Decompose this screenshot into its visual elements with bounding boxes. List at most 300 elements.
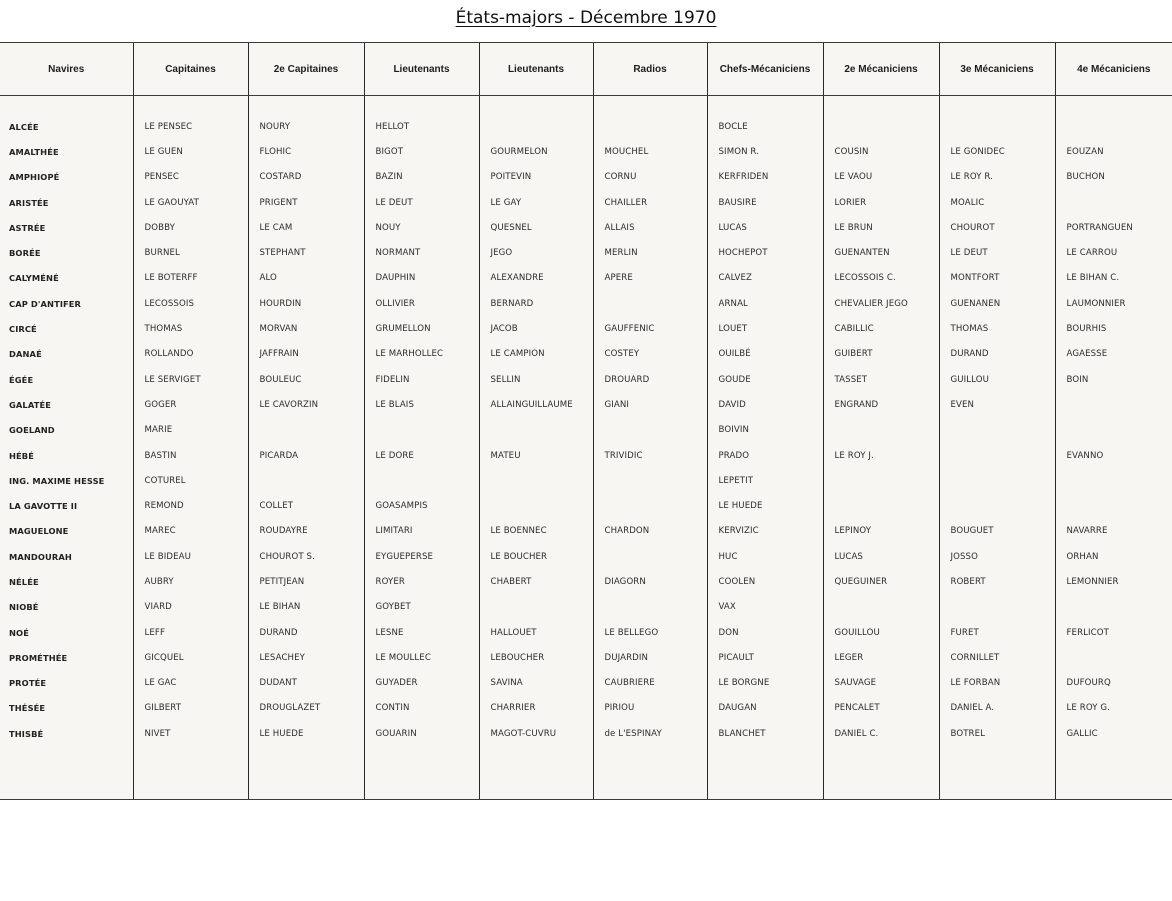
crew-name-cell: LE BELLEGO bbox=[593, 620, 707, 645]
crew-name-cell: LE ROY R. bbox=[939, 165, 1055, 190]
crew-name-cell: LE ROY J. bbox=[823, 443, 939, 468]
ship-name-cell: GALATÉE bbox=[9, 399, 51, 410]
crew-name-cell bbox=[479, 493, 593, 518]
crew-name-cell: GUENANEN bbox=[939, 291, 1055, 316]
crew-name-cell: BURNEL bbox=[133, 240, 248, 265]
crew-name-cell bbox=[593, 544, 707, 569]
crew-name-cell: LESNE bbox=[364, 620, 479, 645]
crew-name-cell: PIRIOU bbox=[593, 696, 707, 721]
crew-name-cell: CHARRIER bbox=[479, 696, 593, 721]
crew-name-cell: CHOUROT bbox=[939, 215, 1055, 240]
crew-name-cell: LE GONIDEC bbox=[939, 139, 1055, 164]
crew-name-cell bbox=[1055, 190, 1172, 215]
ship-name-cell: THÉSÉE bbox=[9, 703, 46, 714]
crew-name-cell: DOBBY bbox=[133, 215, 248, 240]
ship-name-cell: AMALTHÉE bbox=[9, 146, 59, 157]
empty-cell bbox=[1055, 96, 1172, 115]
crew-name-cell: LIMITARI bbox=[364, 519, 479, 544]
crew-name-cell: LEBOUCHER bbox=[479, 645, 593, 670]
empty-cell bbox=[1055, 746, 1172, 799]
crew-name-cell: LE BIDEAU bbox=[133, 544, 248, 569]
crew-name-cell: LECOSSOIS bbox=[133, 291, 248, 316]
crew-name-cell: ROBERT bbox=[939, 569, 1055, 594]
crew-name-cell: LE GAOUYAT bbox=[133, 190, 248, 215]
column-header: 2e Mécaniciens bbox=[823, 43, 939, 96]
crew-name-cell: BOULEUC bbox=[248, 367, 364, 392]
spacer-row bbox=[0, 96, 1172, 115]
crew-name-cell: QUESNEL bbox=[479, 215, 593, 240]
crew-name-cell: LE MOULLEC bbox=[364, 645, 479, 670]
crew-name-cell: LECOSSOIS C. bbox=[823, 266, 939, 291]
crew-name-cell: MAREC bbox=[133, 519, 248, 544]
column-header: Capitaines bbox=[133, 43, 248, 96]
crew-name-cell: ALLAIS bbox=[593, 215, 707, 240]
crew-name-cell: DAUPHIN bbox=[364, 266, 479, 291]
crew-name-cell: LE DEUT bbox=[364, 190, 479, 215]
table-row bbox=[0, 519, 1172, 544]
table-row bbox=[0, 671, 1172, 696]
table-row bbox=[0, 569, 1172, 594]
crew-name-cell: ROLLANDO bbox=[133, 342, 248, 367]
empty-cell bbox=[364, 96, 479, 115]
crew-name-cell: PICAULT bbox=[707, 645, 823, 670]
crew-name-cell: LE PENSEC bbox=[133, 114, 248, 139]
crew-name-cell bbox=[823, 595, 939, 620]
crew-name-cell: CABILLIC bbox=[823, 316, 939, 341]
crew-name-cell: SAUVAGE bbox=[823, 671, 939, 696]
crew-name-cell: EVEN bbox=[939, 392, 1055, 417]
crew-name-cell: DON bbox=[707, 620, 823, 645]
crew-name-cell: LEFF bbox=[133, 620, 248, 645]
crew-name-cell: GOURMELON bbox=[479, 139, 593, 164]
ship-name-cell: ÉGÉE bbox=[9, 374, 34, 385]
crew-name-cell: FLOHIC bbox=[248, 139, 364, 164]
crew-name-cell: LE BIHAN C. bbox=[1055, 266, 1172, 291]
crew-name-cell: BUCHON bbox=[1055, 165, 1172, 190]
crew-name-cell: MERLIN bbox=[593, 240, 707, 265]
crew-name-cell: de L'ESPINAY bbox=[593, 721, 707, 746]
crew-name-cell: SIMON R. bbox=[707, 139, 823, 164]
crew-name-cell: COTUREL bbox=[133, 468, 248, 493]
crew-name-cell: COSTARD bbox=[248, 165, 364, 190]
crew-name-cell: GIANI bbox=[593, 392, 707, 417]
crew-name-cell: BLANCHET bbox=[707, 721, 823, 746]
crew-name-cell: COUSIN bbox=[823, 139, 939, 164]
crew-name-cell: REMOND bbox=[133, 493, 248, 518]
crew-name-cell: BAZIN bbox=[364, 165, 479, 190]
crew-name-cell: CONTIN bbox=[364, 696, 479, 721]
column-header: Chefs-Mécaniciens bbox=[707, 43, 823, 96]
crew-name-cell: FURET bbox=[939, 620, 1055, 645]
crew-name-cell: JACOB bbox=[479, 316, 593, 341]
crew-name-cell bbox=[1055, 645, 1172, 670]
crew-name-cell: LEMONNIER bbox=[1055, 569, 1172, 594]
ship-name-cell: LA GAVOTTE II bbox=[9, 501, 78, 512]
crew-name-cell: THOMAS bbox=[939, 316, 1055, 341]
ship-name-cell: HÉBÉ bbox=[9, 450, 35, 461]
crew-name-cell: HOCHEPOT bbox=[707, 240, 823, 265]
crew-name-cell: DANIEL C. bbox=[823, 721, 939, 746]
crew-name-cell: STEPHANT bbox=[248, 240, 364, 265]
crew-name-cell: MOUCHEL bbox=[593, 139, 707, 164]
ship-name-cell: ARISTÉE bbox=[9, 197, 49, 208]
crew-name-cell: GILBERT bbox=[133, 696, 248, 721]
ship-name-cell: ALCÉE bbox=[9, 121, 39, 132]
crew-name-cell: JAFFRAIN bbox=[248, 342, 364, 367]
table-row bbox=[0, 342, 1172, 367]
empty-cell bbox=[133, 96, 248, 115]
empty-cell bbox=[823, 96, 939, 115]
table-row bbox=[0, 165, 1172, 190]
crew-name-cell: CORNU bbox=[593, 165, 707, 190]
crew-name-cell: ORHAN bbox=[1055, 544, 1172, 569]
crew-name-cell: FIDELIN bbox=[364, 367, 479, 392]
crew-table-scan bbox=[0, 42, 1172, 800]
crew-name-cell: LE BOENNEC bbox=[479, 519, 593, 544]
crew-name-cell: LE GAC bbox=[133, 671, 248, 696]
crew-name-cell: GOUARIN bbox=[364, 721, 479, 746]
crew-name-cell: ENGRAND bbox=[823, 392, 939, 417]
crew-name-cell: BOIVIN bbox=[707, 418, 823, 443]
crew-name-cell: LE BIHAN bbox=[248, 595, 364, 620]
column-header: 2e Capitaines bbox=[248, 43, 364, 96]
crew-name-cell: DROUARD bbox=[593, 367, 707, 392]
table-row bbox=[0, 215, 1172, 240]
ship-name-cell: DANAÉ bbox=[9, 349, 42, 360]
crew-name-cell bbox=[479, 418, 593, 443]
crew-name-cell: KERVIZIC bbox=[707, 519, 823, 544]
crew-name-cell: BOURHIS bbox=[1055, 316, 1172, 341]
crew-name-cell: DIAGORN bbox=[593, 569, 707, 594]
column-header: 4e Mécaniciens bbox=[1055, 43, 1172, 96]
crew-name-cell: AUBRY bbox=[133, 569, 248, 594]
crew-name-cell: LE DEUT bbox=[939, 240, 1055, 265]
crew-name-cell: LEPETIT bbox=[707, 468, 823, 493]
empty-cell bbox=[593, 96, 707, 115]
ship-name-cell: CIRCÉ bbox=[9, 324, 37, 335]
empty-cell bbox=[939, 746, 1055, 799]
crew-name-cell: NAVARRE bbox=[1055, 519, 1172, 544]
crew-name-cell bbox=[593, 595, 707, 620]
crew-name-cell bbox=[939, 418, 1055, 443]
crew-name-cell: LE CAVORZIN bbox=[248, 392, 364, 417]
crew-name-cell: JOSSO bbox=[939, 544, 1055, 569]
table-row bbox=[0, 696, 1172, 721]
crew-name-cell: CHEVALIER JEGO bbox=[823, 291, 939, 316]
crew-name-cell: BASTIN bbox=[133, 443, 248, 468]
crew-name-cell: DUJARDIN bbox=[593, 645, 707, 670]
table-row bbox=[0, 291, 1172, 316]
crew-name-cell: HALLOUET bbox=[479, 620, 593, 645]
crew-name-cell: OUILBÉ bbox=[707, 342, 823, 367]
crew-name-cell: NOURY bbox=[248, 114, 364, 139]
crew-name-cell bbox=[1055, 392, 1172, 417]
crew-name-cell: PRIGENT bbox=[248, 190, 364, 215]
empty-cell bbox=[823, 746, 939, 799]
crew-name-cell bbox=[939, 443, 1055, 468]
crew-name-cell: DURAND bbox=[939, 342, 1055, 367]
column-header: Lieutenants bbox=[364, 43, 479, 96]
crew-name-cell bbox=[823, 418, 939, 443]
crew-name-cell: APERE bbox=[593, 266, 707, 291]
ship-name-cell: MANDOURAH bbox=[9, 551, 72, 562]
crew-name-cell bbox=[593, 114, 707, 139]
crew-name-cell: LE CARROU bbox=[1055, 240, 1172, 265]
crew-name-cell: LE VAOU bbox=[823, 165, 939, 190]
crew-name-cell: LESACHEY bbox=[248, 645, 364, 670]
ship-name-cell: ASTRÉE bbox=[9, 222, 46, 233]
crew-name-cell: LORIER bbox=[823, 190, 939, 215]
crew-name-cell: HUC bbox=[707, 544, 823, 569]
crew-table bbox=[0, 43, 1172, 799]
crew-name-cell: GOGER bbox=[133, 392, 248, 417]
crew-name-cell: TASSET bbox=[823, 367, 939, 392]
crew-name-cell: DROUGLAZET bbox=[248, 696, 364, 721]
crew-name-cell: LE BORGNE bbox=[707, 671, 823, 696]
crew-name-cell: VIARD bbox=[133, 595, 248, 620]
crew-name-cell: MONTFORT bbox=[939, 266, 1055, 291]
crew-name-cell: NIVET bbox=[133, 721, 248, 746]
spacer-row bbox=[0, 746, 1172, 799]
table-row bbox=[0, 544, 1172, 569]
crew-name-cell bbox=[823, 468, 939, 493]
empty-cell bbox=[479, 746, 593, 799]
ship-name-cell: THISBÉ bbox=[9, 728, 44, 739]
empty-cell bbox=[479, 96, 593, 115]
crew-name-cell: LE SERVIGET bbox=[133, 367, 248, 392]
crew-name-cell: LE GAY bbox=[479, 190, 593, 215]
crew-name-cell bbox=[479, 468, 593, 493]
crew-name-cell: HOURDIN bbox=[248, 291, 364, 316]
crew-name-cell bbox=[1055, 114, 1172, 139]
crew-name-cell: LE FORBAN bbox=[939, 671, 1055, 696]
document-title: États-majors - Décembre 1970 bbox=[455, 8, 717, 28]
crew-name-cell: LOUET bbox=[707, 316, 823, 341]
crew-name-cell: LE CAMPION bbox=[479, 342, 593, 367]
crew-name-cell: POITEVIN bbox=[479, 165, 593, 190]
table-row bbox=[0, 316, 1172, 341]
crew-name-cell bbox=[364, 418, 479, 443]
empty-cell bbox=[248, 746, 364, 799]
table-row bbox=[0, 139, 1172, 164]
crew-name-cell: BOTREL bbox=[939, 721, 1055, 746]
ship-name-cell: CAP D'ANTIFER bbox=[9, 298, 82, 309]
table-row bbox=[0, 620, 1172, 645]
crew-name-cell: LE DORE bbox=[364, 443, 479, 468]
empty-cell bbox=[364, 746, 479, 799]
crew-name-cell: DUDANT bbox=[248, 671, 364, 696]
column-header: Lieutenants bbox=[479, 43, 593, 96]
crew-name-cell: LE BOUCHER bbox=[479, 544, 593, 569]
crew-name-cell: PENCALET bbox=[823, 696, 939, 721]
crew-name-cell: BERNARD bbox=[479, 291, 593, 316]
crew-name-cell: LE GUEN bbox=[133, 139, 248, 164]
crew-name-cell: GOUILLOU bbox=[823, 620, 939, 645]
crew-name-cell: MAGOT-CUVRU bbox=[479, 721, 593, 746]
crew-name-cell: MARIE bbox=[133, 418, 248, 443]
crew-name-cell: PRADO bbox=[707, 443, 823, 468]
crew-name-cell: DANIEL A. bbox=[939, 696, 1055, 721]
crew-name-cell: BIGOT bbox=[364, 139, 479, 164]
crew-name-cell: LE HUEDE bbox=[707, 493, 823, 518]
table-row bbox=[0, 367, 1172, 392]
crew-name-cell: LE BRUN bbox=[823, 215, 939, 240]
crew-name-cell: PETITJEAN bbox=[248, 569, 364, 594]
table-row bbox=[0, 443, 1172, 468]
column-header: Navires bbox=[0, 43, 133, 96]
table-row bbox=[0, 721, 1172, 746]
crew-name-cell: EVANNO bbox=[1055, 443, 1172, 468]
crew-name-cell: LEPINOY bbox=[823, 519, 939, 544]
crew-name-cell: LE MARHOLLEC bbox=[364, 342, 479, 367]
crew-name-cell: MORVAN bbox=[248, 316, 364, 341]
crew-name-cell: FERLICOT bbox=[1055, 620, 1172, 645]
ship-name-cell: BORÉE bbox=[9, 248, 41, 259]
crew-name-cell bbox=[593, 493, 707, 518]
crew-name-cell: COSTEY bbox=[593, 342, 707, 367]
empty-cell bbox=[707, 746, 823, 799]
table-row bbox=[0, 392, 1172, 417]
crew-name-cell bbox=[823, 114, 939, 139]
crew-name-cell: EYGUEPERSE bbox=[364, 544, 479, 569]
crew-name-cell: EOUZAN bbox=[1055, 139, 1172, 164]
crew-name-cell: CHOUROT S. bbox=[248, 544, 364, 569]
crew-name-cell: GICQUEL bbox=[133, 645, 248, 670]
table-row bbox=[0, 645, 1172, 670]
crew-name-cell: GOYBET bbox=[364, 595, 479, 620]
crew-name-cell: DURAND bbox=[248, 620, 364, 645]
crew-name-cell bbox=[939, 595, 1055, 620]
crew-name-cell: LUCAS bbox=[707, 215, 823, 240]
crew-name-cell: LAUMONNIER bbox=[1055, 291, 1172, 316]
crew-name-cell bbox=[1055, 418, 1172, 443]
crew-name-cell: GUYADER bbox=[364, 671, 479, 696]
crew-name-cell bbox=[593, 418, 707, 443]
empty-cell bbox=[707, 96, 823, 115]
empty-cell bbox=[0, 96, 133, 115]
crew-name-cell: COLLET bbox=[248, 493, 364, 518]
crew-name-cell bbox=[593, 291, 707, 316]
column-header: 3e Mécaniciens bbox=[939, 43, 1055, 96]
crew-name-cell: VAX bbox=[707, 595, 823, 620]
crew-name-cell: GUENANTEN bbox=[823, 240, 939, 265]
crew-name-cell: ALEXANDRE bbox=[479, 266, 593, 291]
crew-name-cell: ALLAINGUILLAUME bbox=[479, 392, 593, 417]
crew-name-cell: CHARDON bbox=[593, 519, 707, 544]
ship-name-cell: NÉLÉE bbox=[9, 576, 39, 587]
table-row bbox=[0, 468, 1172, 493]
crew-name-cell: ROUDAYRE bbox=[248, 519, 364, 544]
crew-name-cell: GALLIC bbox=[1055, 721, 1172, 746]
table-row bbox=[0, 493, 1172, 518]
crew-name-cell: ARNAL bbox=[707, 291, 823, 316]
crew-name-cell: GUILLOU bbox=[939, 367, 1055, 392]
crew-name-cell: JEGO bbox=[479, 240, 593, 265]
table-row bbox=[0, 418, 1172, 443]
crew-name-cell: BOCLE bbox=[707, 114, 823, 139]
crew-name-cell bbox=[939, 468, 1055, 493]
crew-name-cell: AGAESSE bbox=[1055, 342, 1172, 367]
crew-name-cell: LE CAM bbox=[248, 215, 364, 240]
crew-name-cell: CHABERT bbox=[479, 569, 593, 594]
crew-name-cell: LE HUEDE bbox=[248, 721, 364, 746]
empty-cell bbox=[939, 96, 1055, 115]
ship-name-cell: GOELAND bbox=[9, 425, 55, 436]
crew-name-cell: SAVINA bbox=[479, 671, 593, 696]
table-row bbox=[0, 266, 1172, 291]
empty-cell bbox=[133, 746, 248, 799]
crew-name-cell bbox=[939, 493, 1055, 518]
crew-name-cell: GRUMELLON bbox=[364, 316, 479, 341]
crew-name-cell: PENSEC bbox=[133, 165, 248, 190]
crew-name-cell: SELLIN bbox=[479, 367, 593, 392]
crew-name-cell: CALVEZ bbox=[707, 266, 823, 291]
crew-name-cell: HELLOT bbox=[364, 114, 479, 139]
ship-name-cell: MAGUELONE bbox=[9, 526, 69, 537]
crew-name-cell: DUFOURQ bbox=[1055, 671, 1172, 696]
header-row bbox=[0, 43, 1172, 96]
table-row bbox=[0, 240, 1172, 265]
crew-name-cell: OLLIVIER bbox=[364, 291, 479, 316]
crew-name-cell: LE BLAIS bbox=[364, 392, 479, 417]
empty-cell bbox=[593, 746, 707, 799]
ship-name-cell: CALYMÉNÉ bbox=[9, 273, 59, 284]
ship-name-cell: PROTÉE bbox=[9, 678, 47, 689]
crew-name-cell bbox=[479, 595, 593, 620]
crew-name-cell: LE ROY G. bbox=[1055, 696, 1172, 721]
crew-name-cell bbox=[1055, 468, 1172, 493]
crew-name-cell: PICARDA bbox=[248, 443, 364, 468]
crew-name-cell: CHAILLER bbox=[593, 190, 707, 215]
crew-name-cell: MOALIC bbox=[939, 190, 1055, 215]
crew-name-cell: NOUY bbox=[364, 215, 479, 240]
crew-name-cell: LEGER bbox=[823, 645, 939, 670]
crew-name-cell: PORTRANGUEN bbox=[1055, 215, 1172, 240]
ship-name-cell: NOÉ bbox=[9, 627, 29, 638]
crew-name-cell: MATEU bbox=[479, 443, 593, 468]
ship-name-cell: ING. MAXIME HESSE bbox=[9, 475, 105, 486]
crew-name-cell bbox=[479, 114, 593, 139]
crew-name-cell: LUCAS bbox=[823, 544, 939, 569]
crew-name-cell bbox=[1055, 595, 1172, 620]
crew-name-cell: GOUDE bbox=[707, 367, 823, 392]
crew-name-cell: ALO bbox=[248, 266, 364, 291]
crew-name-cell: DAVID bbox=[707, 392, 823, 417]
crew-name-cell: BAUSIRE bbox=[707, 190, 823, 215]
crew-name-cell: CAUBRIERE bbox=[593, 671, 707, 696]
empty-cell bbox=[0, 746, 133, 799]
column-header: Radios bbox=[593, 43, 707, 96]
crew-name-cell: BOUGUET bbox=[939, 519, 1055, 544]
crew-name-cell bbox=[823, 493, 939, 518]
ship-name-cell: AMPHIOPÉ bbox=[9, 172, 60, 183]
crew-name-cell: KERFRIDEN bbox=[707, 165, 823, 190]
empty-cell bbox=[248, 96, 364, 115]
crew-name-cell: THOMAS bbox=[133, 316, 248, 341]
crew-name-cell: DAUGAN bbox=[707, 696, 823, 721]
ship-name-cell: NIOBÉ bbox=[9, 602, 39, 613]
crew-name-cell bbox=[248, 468, 364, 493]
crew-name-cell bbox=[364, 468, 479, 493]
crew-name-cell: GAUFFENIC bbox=[593, 316, 707, 341]
crew-name-cell: ROYER bbox=[364, 569, 479, 594]
table-body bbox=[0, 96, 1172, 800]
crew-name-cell: COOLEN bbox=[707, 569, 823, 594]
crew-name-cell: BOIN bbox=[1055, 367, 1172, 392]
crew-name-cell: GUIBERT bbox=[823, 342, 939, 367]
ship-name-cell: PROMÉTHÉE bbox=[9, 652, 68, 663]
crew-name-cell bbox=[593, 468, 707, 493]
